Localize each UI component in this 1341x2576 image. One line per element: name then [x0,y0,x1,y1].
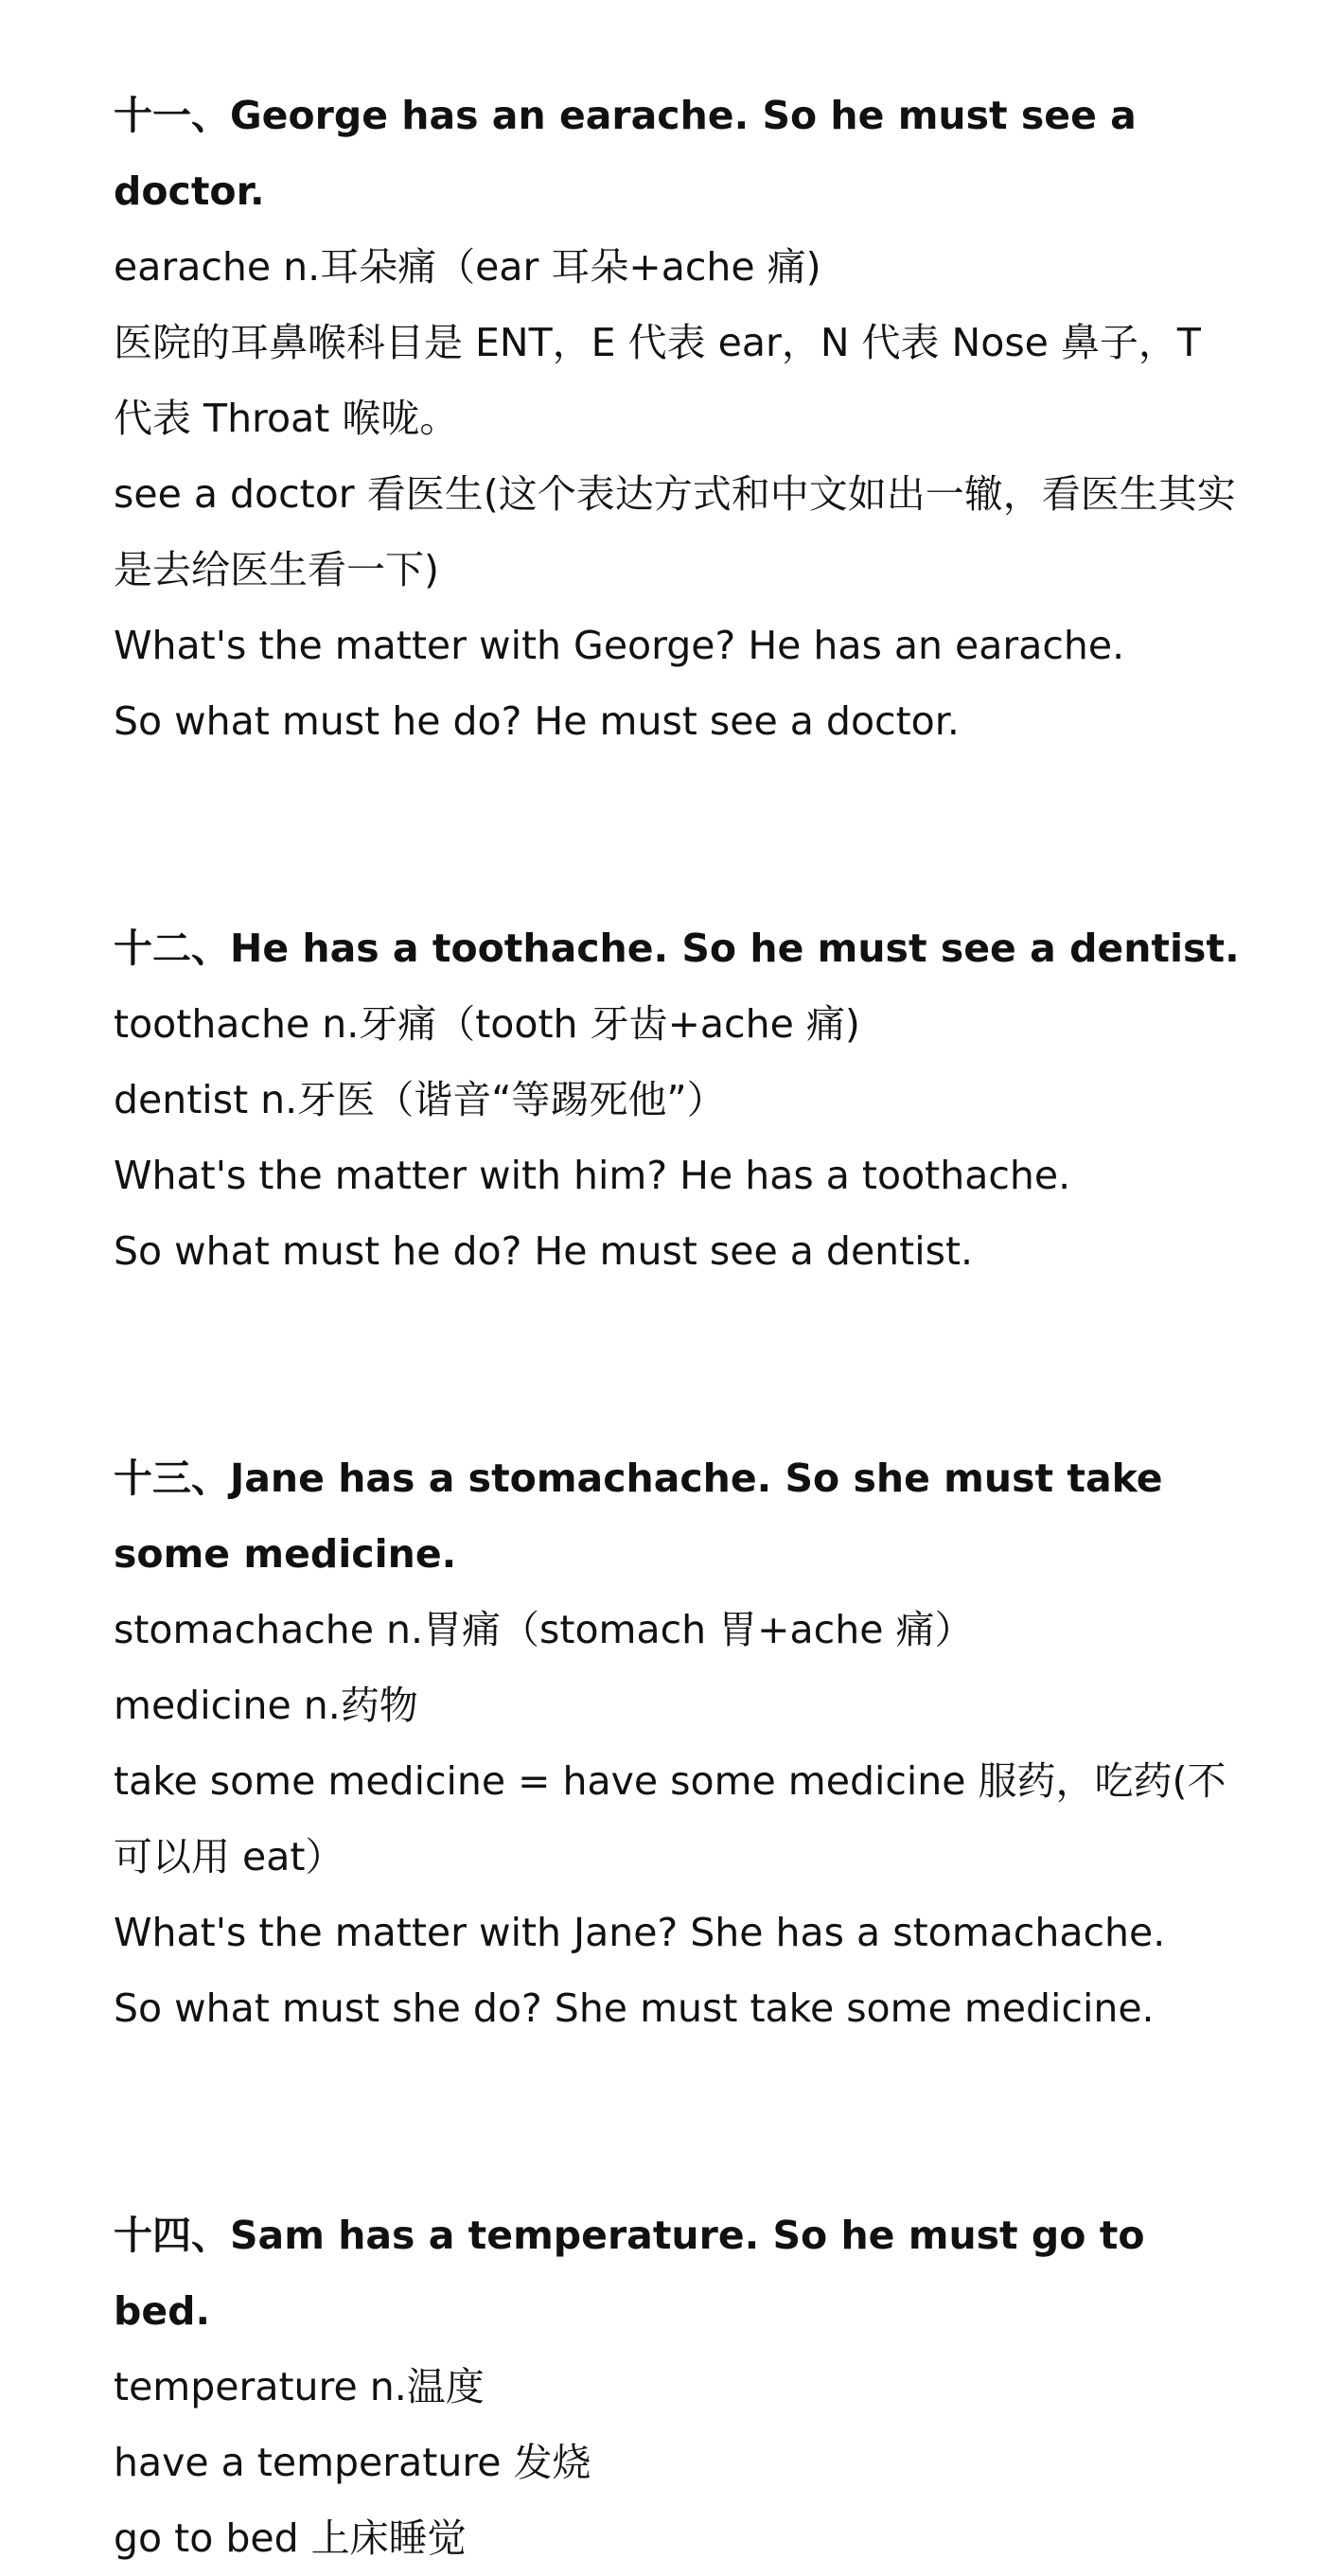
text-line: medicine n.药物 [114,1683,418,1728]
text-line: So what must he do? He must see a doctor. [114,698,960,744]
text-line: see a doctor 看医生(这个表达方式和中文如出一辙，看医生其实是去给医生看一下) [114,471,1236,592]
section-12 [114,910,1249,1289]
text-line: What's the matter with George? He has an earache. [114,623,1125,668]
section-heading: 十四、Sam has a temperature. So he must go to bed. [114,2213,1145,2334]
section-heading: 十三、Jane has a stomachache. So she must take some medicine. [114,1456,1163,1577]
document-page [114,78,1249,2576]
text-line: go to bed 上床睡觉 [114,2515,467,2561]
section-11 [114,78,1249,759]
section-13 [114,1440,1249,2046]
text-line: stomachache n.胃痛（stomach 胃+ache 痛） [114,1607,974,1652]
text-line: take some medicine = have some medicine 服药，吃药(不可以用 eat） [114,1758,1226,1879]
text-line: So what must he do? He must see a dentist. [114,1228,974,1274]
text-line: have a temperature 发烧 [114,2440,591,2485]
section-14 [114,2197,1249,2576]
section-heading: 十一、George has an earache. So he must see a doctor. [114,93,1137,214]
text-line: What's the matter with Jane? She has a stomachache. [114,1910,1166,1955]
text-line: temperature n.温度 [114,2364,485,2409]
text-line: dentist n.牙医（谐音“等踢死他”） [114,1077,726,1122]
text-line: So what must she do? She must take some medicine. [114,1985,1155,2031]
text-line: earache n.耳朵痛（ear 耳朵+ache 痛) [114,244,821,290]
text-line: 医院的耳鼻喉科目是 ENT，E 代表 ear，N 代表 Nose 鼻子，T 代表 Throat 喉咙。 [114,320,1214,441]
text-line: toothache n.牙痛（tooth 牙齿+ache 痛) [114,1001,860,1047]
text-line: What's the matter with him? He has a toothache. [114,1153,1071,1198]
section-heading: 十二、He has a toothache. So he must see a dentist. [114,926,1240,971]
